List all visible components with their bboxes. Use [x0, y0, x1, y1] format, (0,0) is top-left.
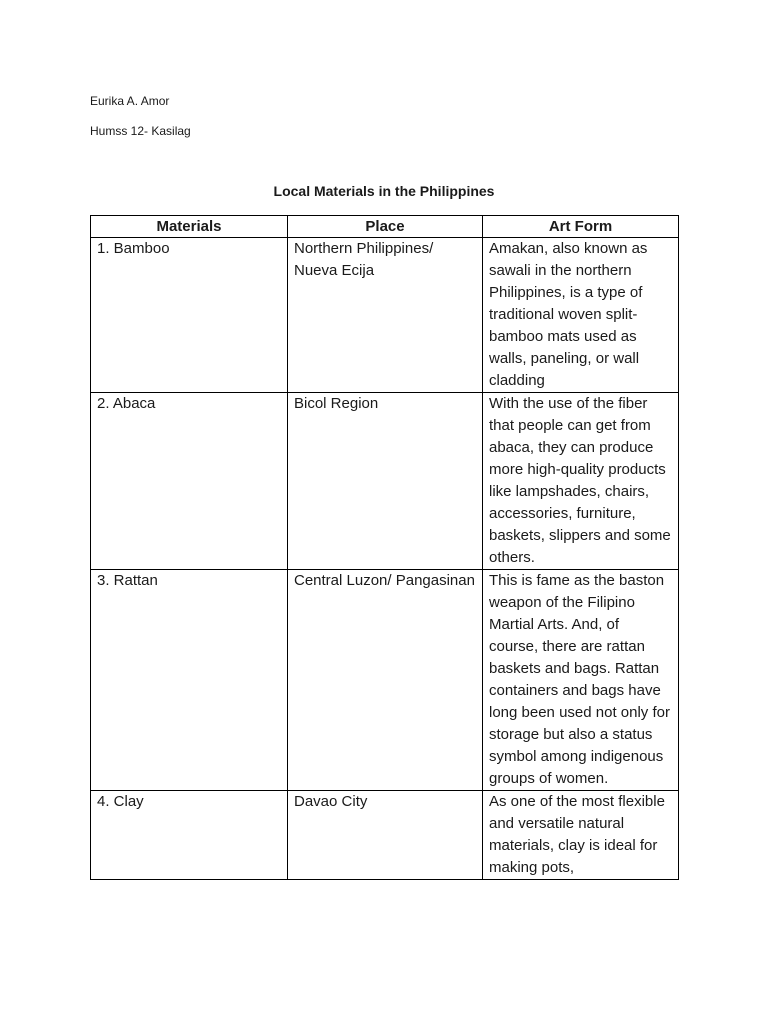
material-cell: 2. Abaca [91, 393, 288, 570]
table-row [91, 791, 679, 880]
art-form-cell: With the use of the fiber that people can get from abaca, they can produce more high-quality products like lampshades, chairs, accessories, furniture, baskets, slippers and some others. [483, 393, 679, 570]
place-cell: Northern Philippines/ Nueva Ecija [288, 238, 483, 393]
table-row [91, 570, 679, 791]
column-header-materials: Materials [91, 216, 288, 238]
art-form-cell: Amakan, also known as sawali in the northern Philippines, is a type of traditional woven split-bamboo mats used as walls, paneling, or wall cladding [483, 238, 679, 393]
table-row [91, 238, 679, 393]
place-cell [288, 791, 483, 880]
place-text: Davao City [294, 793, 368, 810]
class-section: Humss 12- Kasilag [90, 124, 191, 138]
place-cell: Bicol Region [288, 393, 483, 570]
art-form-text: As one of the most flexible and versatile natural materials, clay is ideal for making pots, [489, 793, 665, 876]
column-header-place: Place [288, 216, 483, 238]
material-cell: 1. Bamboo [91, 238, 288, 393]
materials-table [90, 215, 679, 880]
art-form-cell: This is fame as the baston weapon of the Filipino Martial Arts. And, of course, there are rattan baskets and bags. Rattan containers and bags have long been used not only for storage but also a status symbol among indigenous groups of women. [483, 570, 679, 791]
material-text: 4. Clay [97, 793, 144, 810]
art-form-cell [483, 791, 679, 880]
material-cell [91, 791, 288, 880]
material-cell: 3. Rattan [91, 570, 288, 791]
column-header-art-form: Art Form [483, 216, 679, 238]
place-cell: Central Luzon/ Pangasinan [288, 570, 483, 791]
table-row [91, 393, 679, 570]
document-title: Local Materials in the Philippines [273, 183, 495, 199]
table-header-row [91, 216, 679, 238]
author-name: Eurika A. Amor [90, 94, 170, 108]
